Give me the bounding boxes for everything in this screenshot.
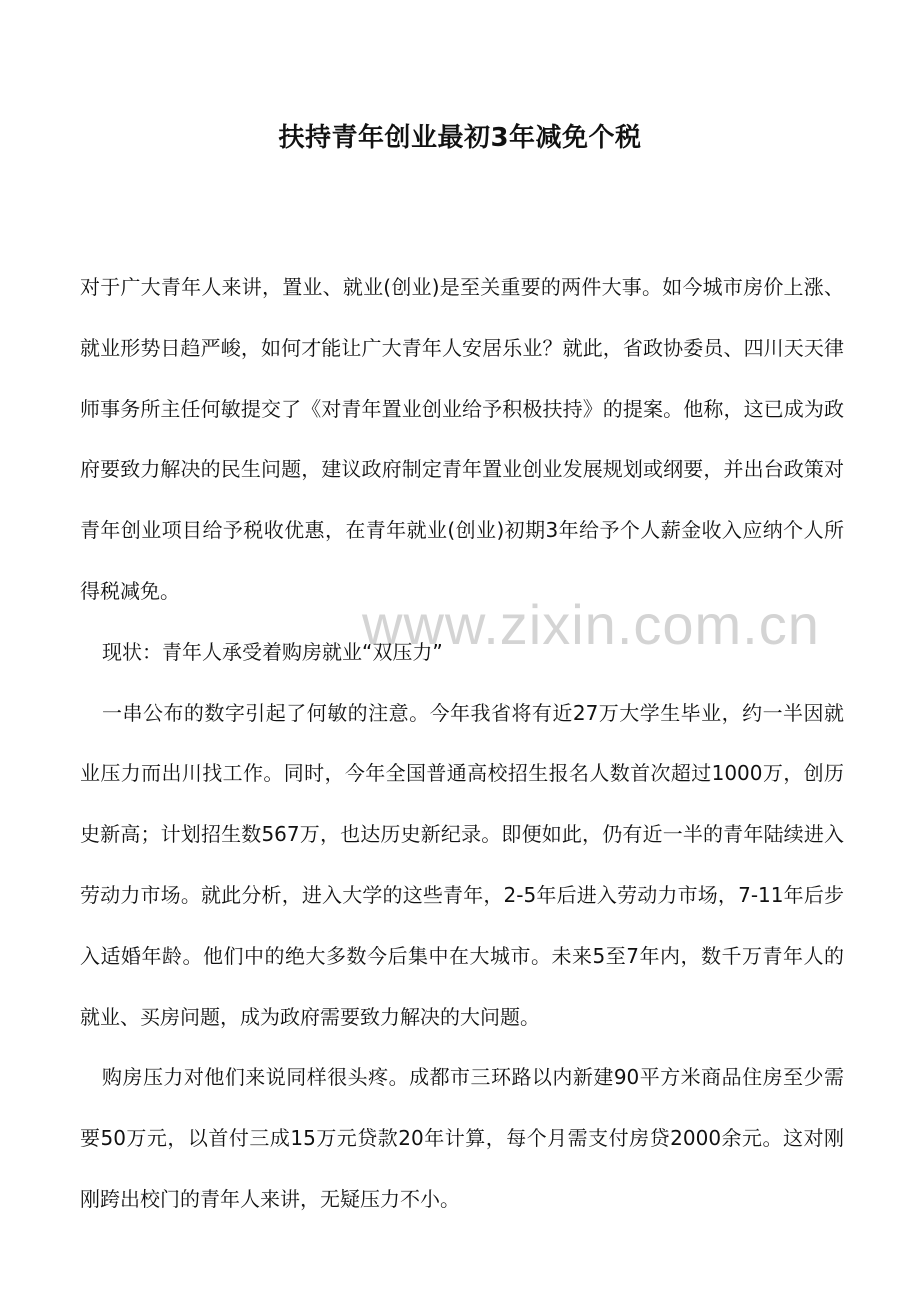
- paragraph-intro: 对于广大青年人来讲，置业、就业(创业)是至关重要的两件大事。如今城市房价上涨、就业形势日趋严峻，如何才能让广大青年人安居乐业？就此，省政协委员、四川天天律师事务所主任何敏提交了《对青年置业创业给予积极扶持》的提案。他称，这已成为政府要致力解决的民生问题，建议政府制定青年置业创业发展规划或纲要，并出台政策对青年创业项目给予税收优惠，在青年就业(创业)初期3年给予个人薪金收入应纳个人所得税减免。: [80, 275, 844, 603]
- section-heading-status: 现状：青年人承受着购房就业“双压力”: [102, 639, 443, 664]
- document-title: 扶持青年创业最初3年减免个税: [278, 123, 642, 153]
- watermark: www.zixin.com.cn: [362, 593, 820, 656]
- paragraph-housing-pressure: 购房压力对他们来说同样很头疼。成都市三环路以内新建90平方米商品住房至少需要50万元，以首付三成15万元贷款20年计算，每个月需支付房贷2000余元。这对刚刚跨出校门的青年人来讲，无疑压力不小。: [80, 1065, 844, 1211]
- document-body: [80, 257, 844, 1230]
- paragraph-statistics: 一串公布的数字引起了何敏的注意。今年我省将有近27万大学生毕业，约一半因就业压力而出川找工作。同时，今年全国普通高校招生报名人数首次超过1000万，创历史新高；计划招生数567万，也达历史新纪录。即便如此，仍有近一半的青年陆续进入劳动力市场。就此分析，进入大学的这些青年，2-5年后进入劳动力市场，7-11年后步入适婚年龄。他们中的绝大多数今后集中在大城市。未来5至7年内，数千万青年人的就业、买房问题，成为政府需要致力解决的大问题。: [80, 700, 844, 1029]
